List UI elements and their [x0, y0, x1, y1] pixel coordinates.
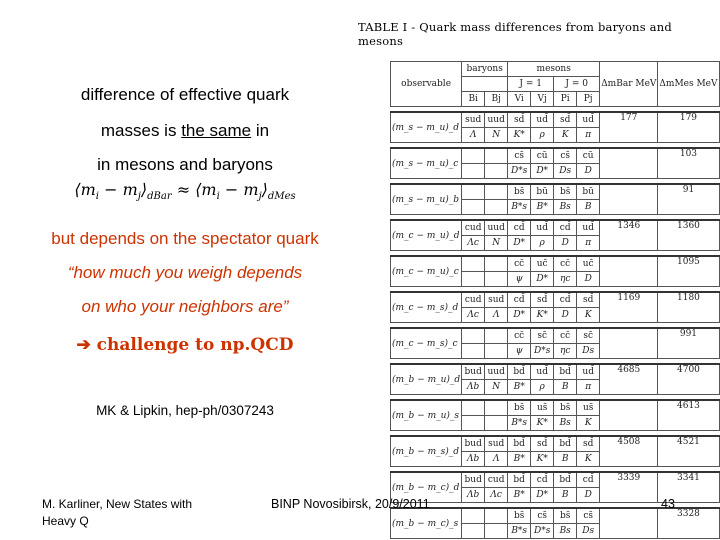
observable-cell: (m_b − m_s)_d: [391, 436, 462, 467]
hadron-name-cell: [485, 200, 508, 215]
delta-m-baryon-cell: 4685: [600, 364, 658, 395]
hadron-name-cell: Λb: [462, 380, 485, 395]
quark-content-cell: cū: [531, 148, 554, 164]
quark-content-cell: cs̄: [508, 148, 531, 164]
table-row: [391, 400, 720, 416]
quark-content-cell: bū: [577, 184, 600, 200]
header-bj: Bj: [485, 92, 508, 107]
eq-approx: ≈: [171, 180, 196, 199]
header-observable: observable: [391, 62, 462, 107]
table-row: [391, 436, 720, 452]
delta-m-meson-cell: 4521: [658, 436, 719, 467]
quark-content-cell: bd̄: [554, 364, 577, 380]
delta-m-baryon-cell: 1346: [600, 220, 658, 251]
hadron-name-cell: D*s: [531, 524, 554, 539]
header-dmmes: ΔmMes MeV: [658, 62, 719, 107]
hadron-name-cell: K*: [531, 452, 554, 467]
eq-sub2: dMes: [267, 191, 296, 203]
hadron-name-cell: Λb: [462, 488, 485, 503]
quark-content-cell: sd̄: [508, 112, 531, 128]
table-row: [391, 364, 720, 380]
quark-content-cell: [462, 184, 485, 200]
quark-content-cell: bs̄: [508, 400, 531, 416]
quark-content-cell: sd̄: [577, 436, 600, 452]
observable-cell: (m_c − m_u)_c: [391, 256, 462, 287]
hadron-name-cell: Λc: [462, 236, 485, 251]
footer-author: [42, 496, 192, 530]
quark-content-cell: sc̄: [577, 328, 600, 344]
eq-rhs-mid: − m: [219, 180, 259, 199]
hadron-name-cell: Ds: [577, 524, 600, 539]
quark-content-cell: bd̄: [508, 472, 531, 488]
line-same: [0, 121, 370, 141]
line-difference: difference of effective quark: [80, 85, 290, 104]
hadron-name-cell: B: [554, 488, 577, 503]
hadron-name-cell: B*: [508, 452, 531, 467]
quark-content-cell: cc̄: [554, 328, 577, 344]
quark-content-cell: ud̄: [531, 364, 554, 380]
footer-venue: BINP Novosibirsk, 20/9/2011: [271, 497, 430, 511]
quark-content-cell: sud: [485, 292, 508, 308]
hadron-name-cell: [485, 272, 508, 287]
hadron-name-cell: K: [577, 308, 600, 323]
delta-m-baryon-cell: [600, 508, 658, 539]
hadron-name-cell: D*: [531, 164, 554, 179]
hadron-name-cell: Λc: [485, 488, 508, 503]
hadron-name-cell: D: [577, 272, 600, 287]
delta-m-baryon-cell: 1169: [600, 292, 658, 323]
hadron-name-cell: D*: [531, 488, 554, 503]
delta-m-meson-cell: 1360: [658, 220, 719, 251]
delta-m-baryon-cell: [600, 256, 658, 287]
observable-cell: (m_c − m_s)_c: [391, 328, 462, 359]
observable-cell: (m_c − m_s)_d: [391, 292, 462, 323]
eq-mid-sub: j: [137, 191, 141, 203]
hadron-name-cell: B*s: [508, 200, 531, 215]
table-row: [391, 292, 720, 308]
quark-content-cell: uc̄: [577, 256, 600, 272]
hadron-name-cell: ηc: [554, 344, 577, 359]
hadron-name-cell: B: [554, 452, 577, 467]
eq-lhs-sub: i: [95, 191, 99, 203]
hadron-name-cell: Bs: [554, 200, 577, 215]
quark-content-cell: bud: [462, 364, 485, 380]
footer-author-line1: M. Karliner, New States with: [42, 497, 193, 511]
hadron-name-cell: K*: [508, 128, 531, 143]
quark-content-cell: uc̄: [531, 256, 554, 272]
quark-content-cell: cs̄: [531, 508, 554, 524]
quark-content-cell: bs̄: [554, 184, 577, 200]
delta-m-baryon-cell: [600, 148, 658, 179]
delta-m-meson-cell: 1095: [658, 256, 719, 287]
eq-close2: ⟩: [261, 180, 268, 199]
line-same-underlined: the same: [181, 121, 252, 140]
hadron-name-cell: D*: [531, 272, 554, 287]
hadron-name-cell: ηc: [554, 272, 577, 287]
quark-content-cell: us̄: [577, 400, 600, 416]
hadron-name-cell: D*s: [531, 344, 554, 359]
observable-cell: (m_s − m_u)_b: [391, 184, 462, 215]
hadron-name-cell: B*: [508, 380, 531, 395]
observable-cell: (m_b − m_u)_d: [391, 364, 462, 395]
header-baryon-b: [462, 77, 508, 92]
delta-m-baryon-cell: 4508: [600, 436, 658, 467]
hadron-name-cell: D: [554, 308, 577, 323]
quark-content-cell: cd̄: [508, 220, 531, 236]
hadron-name-cell: B*s: [508, 524, 531, 539]
hadron-name-cell: D*: [508, 236, 531, 251]
hadron-name-cell: Bs: [554, 524, 577, 539]
table-row: [391, 472, 720, 488]
hadron-name-cell: B*: [508, 488, 531, 503]
hadron-name-cell: Λ: [485, 308, 508, 323]
quark-content-cell: sud: [462, 112, 485, 128]
quark-content-cell: uud: [485, 112, 508, 128]
observable-cell: (m_b − m_c)_s: [391, 508, 462, 539]
quark-content-cell: [462, 508, 485, 524]
quark-content-cell: bs̄: [554, 508, 577, 524]
hadron-name-cell: ψ: [508, 272, 531, 287]
reference: MK & Lipkin, hep-ph/0307243: [96, 403, 274, 418]
line-same-post: in: [251, 121, 270, 140]
hadron-name-cell: [485, 416, 508, 431]
delta-m-baryon-cell: 177: [600, 112, 658, 143]
quark-content-cell: [485, 148, 508, 164]
quark-content-cell: bd̄: [554, 436, 577, 452]
hadron-name-cell: B*: [531, 200, 554, 215]
hadron-name-cell: [462, 344, 485, 359]
observable-cell: (m_b − m_c)_d: [391, 472, 462, 503]
quark-content-cell: ud̄: [577, 112, 600, 128]
quark-content-cell: [462, 148, 485, 164]
quark-content-cell: bs̄: [554, 400, 577, 416]
header-j0: J = 0: [554, 77, 600, 92]
header-dmbar: ΔmBar MeV: [600, 62, 658, 107]
hadron-name-cell: Λ: [462, 128, 485, 143]
quark-content-cell: [485, 256, 508, 272]
table-row: [391, 256, 720, 272]
header-pi: Pi: [554, 92, 577, 107]
quark-content-cell: [462, 400, 485, 416]
hadron-name-cell: [485, 524, 508, 539]
eq-lhs: ⟨m: [74, 180, 96, 199]
quark-content-cell: cud: [462, 220, 485, 236]
mass-equation: [0, 180, 370, 202]
observable-cell: (m_b − m_u)_s: [391, 400, 462, 431]
quark-content-cell: sd̄: [531, 292, 554, 308]
quark-content-cell: cd̄: [554, 220, 577, 236]
quark-content-cell: cc̄: [508, 328, 531, 344]
delta-m-meson-cell: 3341: [658, 472, 719, 503]
observable-cell: (m_s − m_u)_d: [391, 112, 462, 143]
table-row: [391, 112, 720, 128]
quark-content-cell: sd̄: [531, 436, 554, 452]
delta-m-baryon-cell: [600, 400, 658, 431]
table-row: [391, 184, 720, 200]
quark-content-cell: cud: [485, 472, 508, 488]
delta-m-meson-cell: 103: [658, 148, 719, 179]
hadron-name-cell: K: [577, 452, 600, 467]
quark-content-cell: sc̄: [531, 328, 554, 344]
quark-content-cell: bd̄: [554, 472, 577, 488]
delta-m-meson-cell: 4700: [658, 364, 719, 395]
quark-content-cell: cc̄: [554, 256, 577, 272]
quark-content-cell: uud: [485, 364, 508, 380]
hadron-name-cell: Bs: [554, 416, 577, 431]
delta-m-meson-cell: 179: [658, 112, 719, 143]
line-mesons-baryons: in mesons and baryons: [97, 155, 273, 174]
delta-m-meson-cell: 1180: [658, 292, 719, 323]
delta-m-meson-cell: 91: [658, 184, 719, 215]
quark-content-cell: [462, 328, 485, 344]
eq-rhs-sub: i: [216, 191, 220, 203]
quark-content-cell: cs̄: [577, 508, 600, 524]
hadron-name-cell: [485, 164, 508, 179]
header-vi: Vi: [508, 92, 531, 107]
eq-mid: − m: [99, 180, 138, 199]
quark-content-cell: ud̄: [577, 220, 600, 236]
hadron-name-cell: π: [577, 236, 600, 251]
table-row: [391, 328, 720, 344]
header-j1: J = 1: [508, 77, 554, 92]
hadron-name-cell: [462, 416, 485, 431]
hadron-name-cell: B: [554, 380, 577, 395]
page-number: 43: [661, 497, 675, 511]
footer-author-line2: Heavy Q: [42, 514, 89, 528]
hadron-name-cell: [485, 344, 508, 359]
delta-m-baryon-cell: [600, 328, 658, 359]
hadron-name-cell: Ds: [554, 164, 577, 179]
table-row: [391, 220, 720, 236]
hadron-name-cell: D: [577, 488, 600, 503]
hadron-name-cell: N: [485, 236, 508, 251]
hadron-name-cell: D*s: [508, 164, 531, 179]
quark-content-cell: uud: [485, 220, 508, 236]
quark-content-cell: sd̄: [554, 112, 577, 128]
hadron-name-cell: B*s: [508, 416, 531, 431]
line-quote2: on who your neighbors are”: [81, 297, 289, 316]
quark-content-cell: bd̄: [508, 436, 531, 452]
hadron-name-cell: Λb: [462, 452, 485, 467]
hadron-name-cell: ρ: [531, 236, 554, 251]
hadron-name-cell: K*: [531, 416, 554, 431]
hadron-name-cell: π: [577, 128, 600, 143]
quark-content-cell: [485, 184, 508, 200]
hadron-name-cell: Λc: [462, 308, 485, 323]
quark-content-cell: [485, 508, 508, 524]
eq-rhs-mid-sub: j: [258, 191, 262, 203]
hadron-name-cell: K: [577, 416, 600, 431]
hadron-name-cell: ψ: [508, 344, 531, 359]
hadron-name-cell: Ds: [577, 344, 600, 359]
quark-content-cell: cc̄: [508, 256, 531, 272]
challenge-text: challenge to np.QCD: [90, 335, 294, 355]
arrow-right-icon: ➔: [76, 335, 91, 355]
hadron-name-cell: [462, 524, 485, 539]
line-quote1: “how much you weigh depends: [67, 263, 303, 282]
header-mesons: mesons: [508, 62, 600, 77]
quark-content-cell: sd̄: [577, 292, 600, 308]
hadron-name-cell: Λ: [485, 452, 508, 467]
hadron-name-cell: K*: [531, 308, 554, 323]
delta-m-meson-cell: 4613: [658, 400, 719, 431]
quark-content-cell: bd̄: [508, 364, 531, 380]
quark-content-cell: bs̄: [508, 508, 531, 524]
hadron-name-cell: π: [577, 380, 600, 395]
table-title: TABLE I - Quark mass differences from baryons and mesons: [358, 20, 672, 48]
quark-content-cell: [485, 328, 508, 344]
quark-content-cell: bud: [462, 436, 485, 452]
hadron-name-cell: K: [554, 128, 577, 143]
table-row: [391, 148, 720, 164]
line-same-pre: masses is: [100, 121, 182, 140]
quark-content-cell: bud: [462, 472, 485, 488]
quark-content-cell: cū: [577, 148, 600, 164]
hadron-name-cell: B: [577, 200, 600, 215]
header-pj: Pj: [577, 92, 600, 107]
quark-content-cell: ud̄: [531, 220, 554, 236]
eq-rhs: ⟨m: [195, 180, 217, 199]
quark-content-cell: bs̄: [508, 184, 531, 200]
delta-m-baryon-cell: 3339: [600, 472, 658, 503]
hadron-name-cell: D: [577, 164, 600, 179]
quark-content-cell: [485, 400, 508, 416]
quark-content-cell: cd̄: [577, 472, 600, 488]
hadron-name-cell: [462, 164, 485, 179]
hadron-name-cell: ρ: [531, 380, 554, 395]
quark-content-cell: ud̄: [531, 112, 554, 128]
quark-mass-table: [390, 61, 720, 539]
quark-content-cell: cd̄: [508, 292, 531, 308]
quark-content-cell: cd̄: [554, 292, 577, 308]
eq-close1: ⟩: [140, 180, 148, 199]
quark-content-cell: sud: [485, 436, 508, 452]
header-bi: Bi: [462, 92, 485, 107]
quark-content-cell: cd̄: [531, 472, 554, 488]
line-spectator: but depends on the spectator quark: [51, 229, 319, 248]
header-baryons: baryons: [462, 62, 508, 77]
hadron-name-cell: ρ: [531, 128, 554, 143]
hadron-name-cell: [462, 272, 485, 287]
hadron-name-cell: N: [485, 380, 508, 395]
hadron-name-cell: N: [485, 128, 508, 143]
quark-content-cell: cud: [462, 292, 485, 308]
quark-content-cell: ud̄: [577, 364, 600, 380]
delta-m-meson-cell: 3328: [658, 508, 719, 539]
hadron-name-cell: D: [554, 236, 577, 251]
header-vj: Vj: [531, 92, 554, 107]
observable-cell: (m_c − m_u)_d: [391, 220, 462, 251]
quark-content-cell: [462, 256, 485, 272]
quark-content-cell: bū: [531, 184, 554, 200]
eq-sub1: dBar: [147, 191, 172, 203]
observable-cell: (m_s − m_u)_c: [391, 148, 462, 179]
quark-content-cell: us̄: [531, 400, 554, 416]
quark-content-cell: cs̄: [554, 148, 577, 164]
hadron-name-cell: [462, 200, 485, 215]
line-challenge: [0, 335, 370, 355]
delta-m-baryon-cell: [600, 184, 658, 215]
hadron-name-cell: D*: [508, 308, 531, 323]
delta-m-meson-cell: 991: [658, 328, 719, 359]
